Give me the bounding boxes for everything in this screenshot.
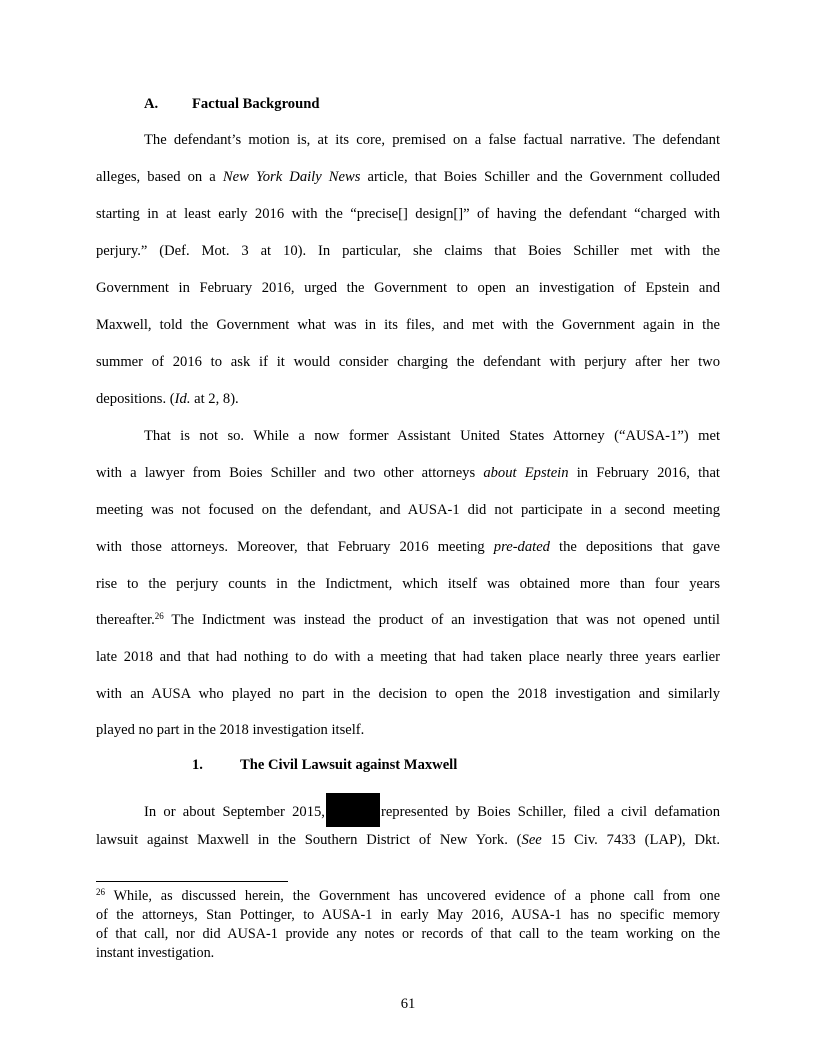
- para2-line3: meeting was not focused on the defendant, and AUSA-1 did not participate in a second meeting: [96, 502, 720, 518]
- page-number: 61: [400, 996, 416, 1012]
- para3-line1: In or about September 2015, represented by Boies Schiller, filed a civil defamation: [144, 793, 720, 827]
- redaction-box: [326, 793, 380, 827]
- footnote-line2: of the attorneys, Stan Pottinger, to AUSA-1 in early May 2016, AUSA-1 has no specific memory: [96, 907, 720, 923]
- footnote-number: 26: [96, 887, 105, 897]
- para2-line7: late 2018 and that had nothing to do with a meeting that had taken place nearly three years earlier: [96, 649, 720, 665]
- subsection-heading-1: [192, 757, 457, 774]
- para2-line4: with those attorneys. Moreover, that February 2016 meeting pre-dated the depositions that gave: [96, 539, 720, 555]
- para2-line1: That is not so. While a now former Assistant United States Attorney (“AUSA-1”) met: [144, 428, 720, 444]
- para1-line7: summer of 2016 to ask if it would consider charging the defendant with perjury after her two: [96, 354, 720, 370]
- footnote-line1: $^{26}$ While, as discussed herein, the Government has uncovered evidence of a phone call from one: [96, 887, 720, 904]
- subsection-title: The Civil Lawsuit against Maxwell: [240, 757, 458, 773]
- para1-line6: Maxwell, told the Government what was in its files, and met with the Government again in the: [96, 317, 720, 333]
- para1-line3: starting in at least early 2016 with the “precise[] design[]” of having the defendant “charged with: [96, 206, 720, 222]
- section-heading-a: [144, 96, 319, 113]
- subsection-number: 1.: [192, 757, 203, 773]
- section-letter: A.: [144, 96, 159, 112]
- para1-line2: alleges, based on a New York Daily News article, that Boies Schiller and the Government colluded: [96, 169, 720, 185]
- para3-line2: lawsuit against Maxwell in the Southern District of New York. (See 15 Civ. 7433 (LAP), Dkt.: [96, 832, 720, 848]
- para1-line1: The defendant’s motion is, at its core, premised on a false factual narrative. The defendant: [144, 132, 720, 148]
- para2-line5: rise to the perjury counts in the Indictment, which itself was obtained more than four years: [96, 576, 720, 592]
- footnote-ref: 26: [154, 611, 164, 621]
- footnote-line4: instant investigation.: [96, 945, 215, 961]
- para2-line8: with an AUSA who played no part in the decision to open the 2018 investigation and similarly: [96, 686, 720, 702]
- footnote-separator: [96, 881, 288, 882]
- para2-line9: played no part in the 2018 investigation itself.: [96, 722, 365, 738]
- footnote-line3: of that call, nor did AUSA-1 provide any notes or records of that call to the team working on the: [96, 926, 720, 942]
- section-title: Factual Background: [192, 96, 320, 112]
- para1-line8: depositions. (Id. at 2, 8).: [96, 391, 239, 407]
- para2-line2: with a lawyer from Boies Schiller and two other attorneys about Epstein in February 2016, that: [96, 465, 720, 481]
- para1-line4: perjury.” (Def. Mot. 3 at 10). In particular, she claims that Boies Schiller met with the: [96, 243, 720, 259]
- para1-line5: Government in February 2016, urged the Government to open an investigation of Epstein and: [96, 280, 720, 296]
- para2-line6: thereafter.$^{26}$ The Indictment was instead the product of an investigation that was not opened until: [96, 611, 720, 628]
- publication-name: New York Daily News: [222, 169, 361, 185]
